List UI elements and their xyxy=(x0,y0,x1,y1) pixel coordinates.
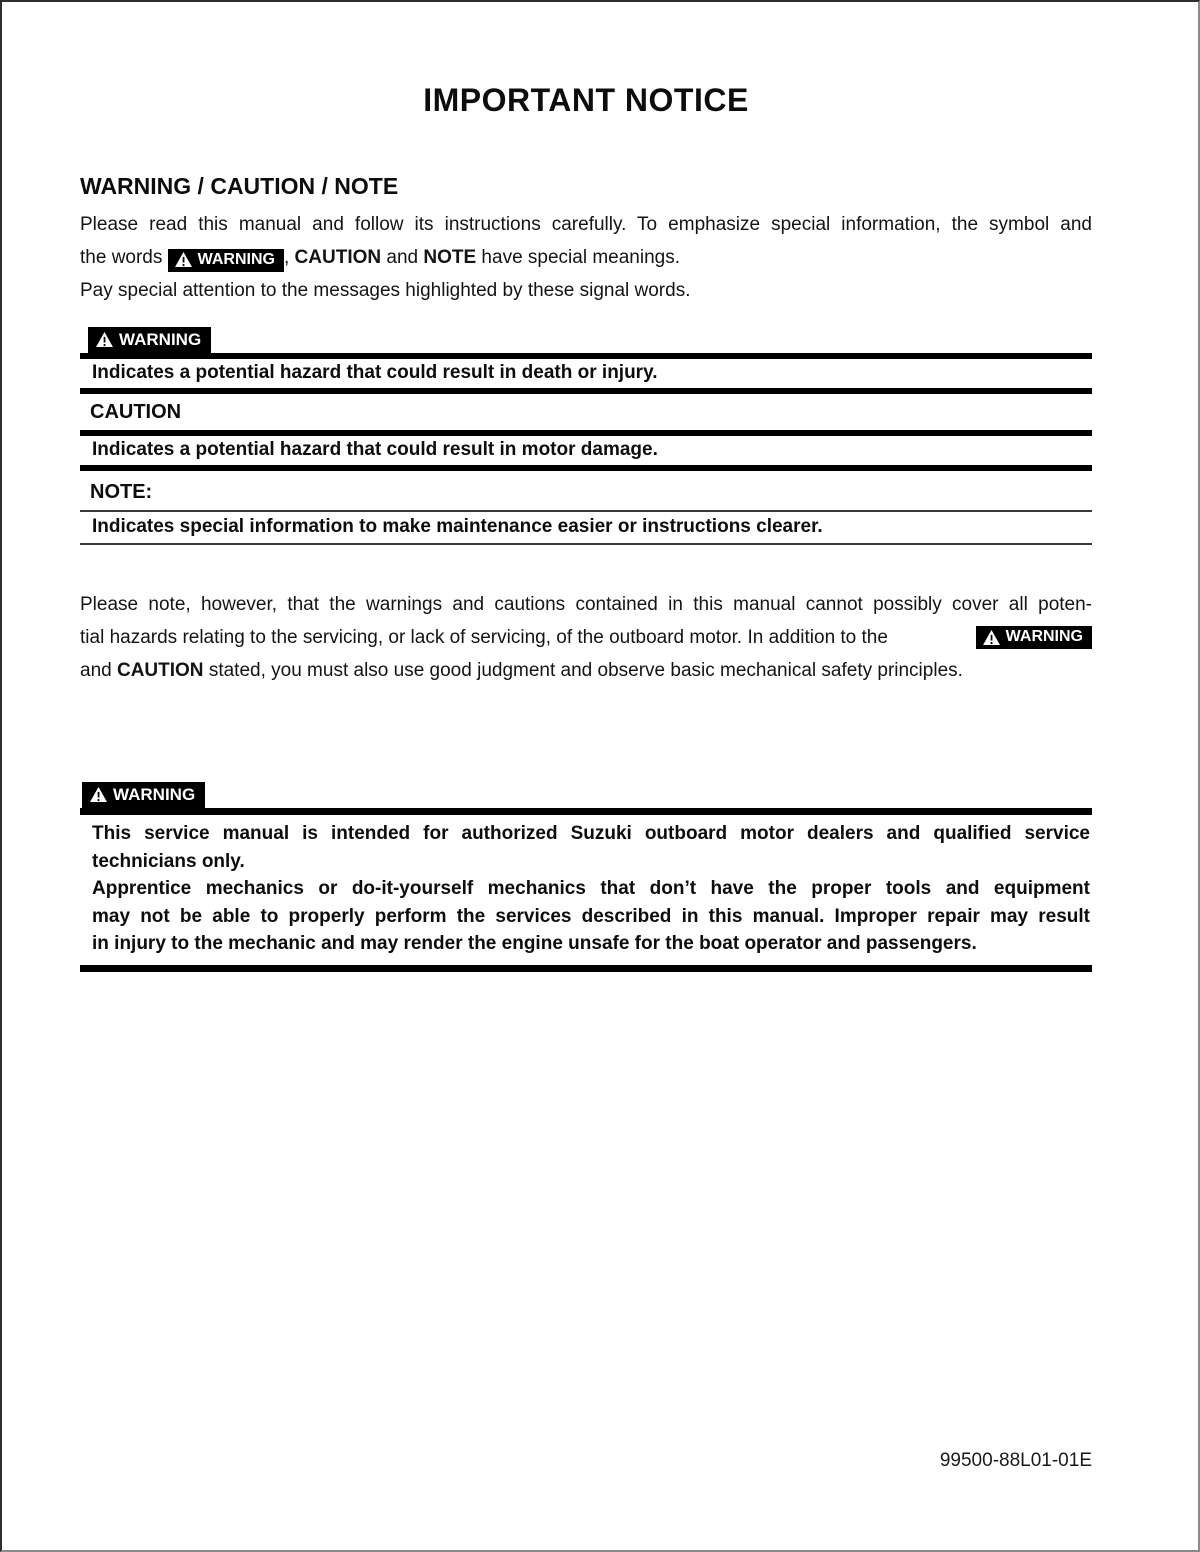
bottom-warning-line: in injury to the mechanic and may render the engine unsafe for the boat operator and passengers. xyxy=(92,933,977,954)
middle-line-3-post: stated, you must also use good judgment and observe basic mechanical safety principles. xyxy=(203,660,963,681)
intro-line-2-and: and xyxy=(381,247,424,268)
bottom-warning-badge-row xyxy=(82,782,205,808)
bottom-warning-line: technicians only. xyxy=(92,850,245,872)
bottom-warning-line: This service manual is intended for authorized Suzuki outboard motor dealers and qualified service xyxy=(92,823,1090,844)
warning-badge xyxy=(88,327,211,353)
warning-definition: Indicates a potential hazard that could result in death or injury. xyxy=(80,353,1092,394)
caution-label: CAUTION xyxy=(90,401,182,423)
middle-paragraph xyxy=(80,588,1092,687)
warning-badge-inline xyxy=(976,626,1092,649)
bottom-warning-line: Apprentice mechanics or do-it-yourself mechanics that don’t have the proper tools and equipment xyxy=(92,878,1090,899)
intro-line-2-pre: the words xyxy=(80,247,168,268)
note-word: NOTE xyxy=(423,247,477,268)
page-title: IMPORTANT NOTICE xyxy=(423,82,749,118)
intro-line-2-comma: , xyxy=(283,247,295,268)
warning-triangle-icon xyxy=(983,630,1000,645)
warning-signal-badge-row xyxy=(88,327,211,353)
middle-line-3 xyxy=(80,654,1092,687)
warning-badge-label: WARNING xyxy=(119,330,202,349)
caution-word: CAUTION xyxy=(116,660,204,681)
warning-triangle-icon xyxy=(90,787,107,802)
warning-triangle-icon xyxy=(96,332,113,347)
middle-line-2-text: tial hazards relating to the servicing, or lack of servicing, of the outboard motor. In addition to the xyxy=(80,627,888,648)
note-definition: Indicates special information to make maintenance easier or instructions clearer. xyxy=(80,510,1092,545)
intro-paragraph xyxy=(80,209,1092,307)
warning-triangle-icon xyxy=(175,252,192,267)
intro-line-3: Pay special attention to the messages highlighted by these signal words. xyxy=(80,280,691,301)
middle-line-3-pre: and xyxy=(80,660,117,681)
section-heading: WARNING / CAUTION / NOTE xyxy=(80,173,399,199)
warning-badge-label: WARNING xyxy=(1005,628,1083,645)
warning-badge-label: WARNING xyxy=(113,785,196,804)
bottom-warning-line: may not be able to properly perform the services described in this manual. Improper repair may result xyxy=(92,905,1090,927)
warning-badge-inline xyxy=(168,249,284,272)
intro-line-1: Please read this manual and follow its instructions carefully. To emphasize special information, the symbol and xyxy=(80,214,1092,235)
warning-badge-label: WARNING xyxy=(197,250,275,268)
note-label: NOTE: xyxy=(90,481,153,503)
bottom-warning-text xyxy=(80,808,1092,972)
caution-word: CAUTION xyxy=(294,247,382,268)
middle-line-1: Please note, however, that the warnings and cautions contained in this manual cannot possibly cover all poten- xyxy=(80,594,1092,615)
document-number: 99500-88L01-01E xyxy=(939,1450,1092,1471)
warning-badge xyxy=(82,782,205,808)
intro-line-2 xyxy=(80,241,1092,275)
intro-line-2-post: have special meanings. xyxy=(476,247,680,268)
caution-definition: Indicates a potential hazard that could result in motor damage. xyxy=(80,430,1092,471)
middle-line-2 xyxy=(80,621,1092,654)
